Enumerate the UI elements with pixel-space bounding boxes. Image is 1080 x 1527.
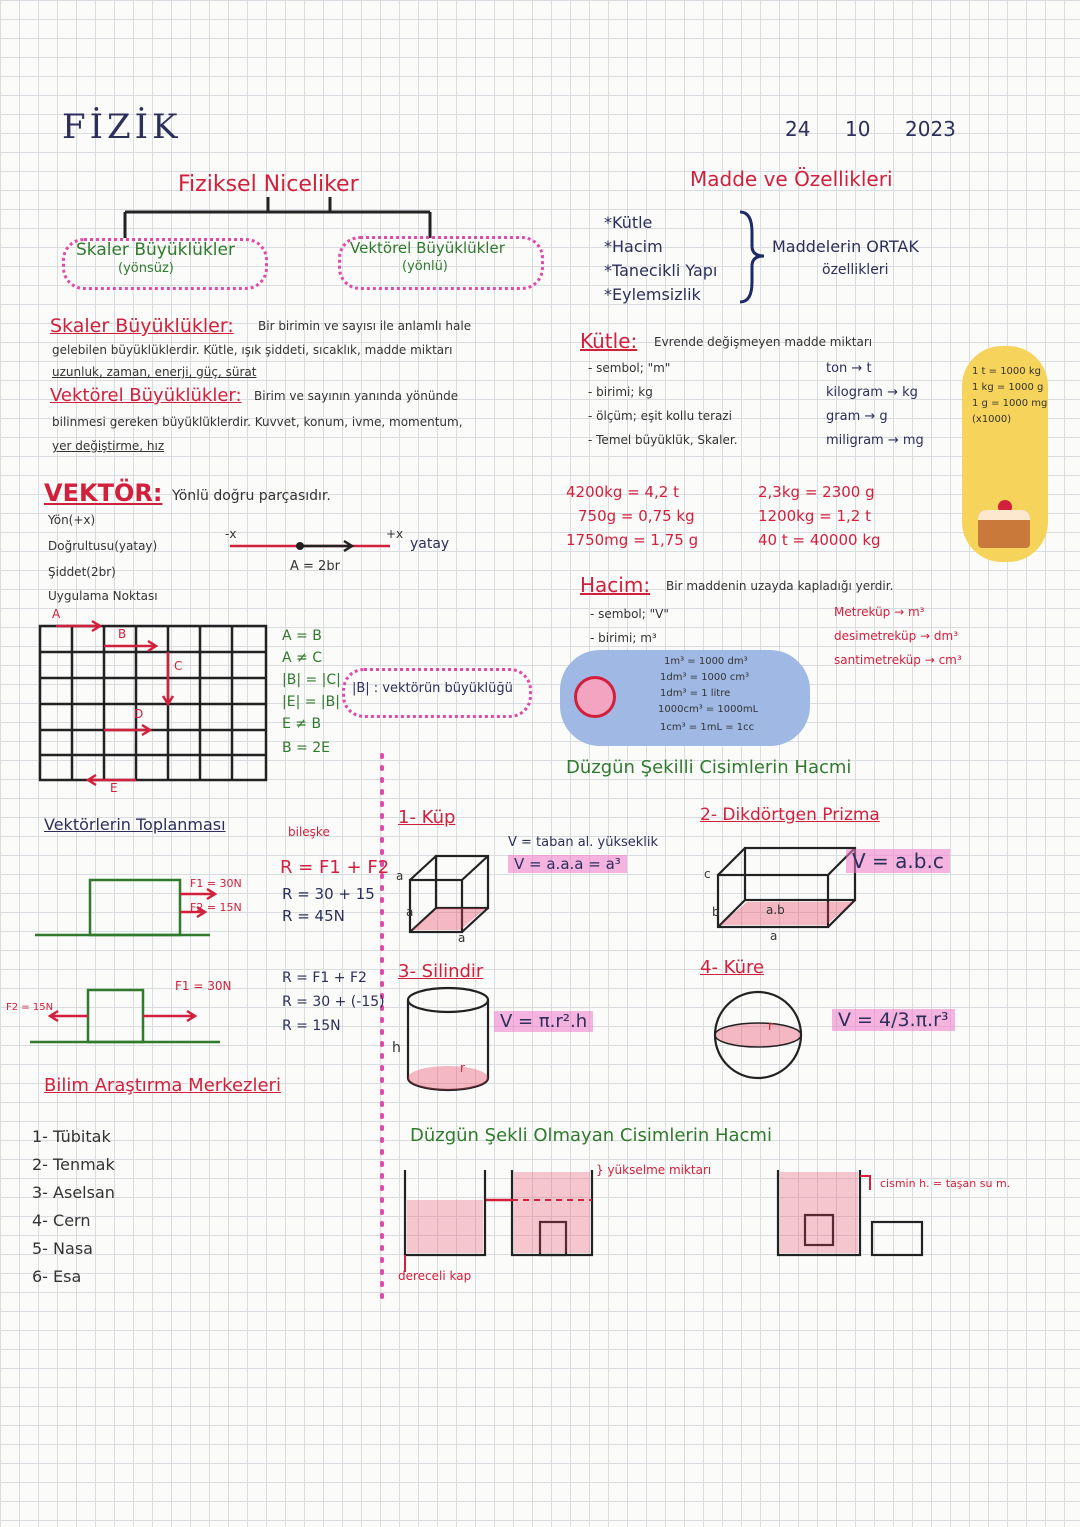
vector-magnitude-label: A = 2br	[290, 559, 340, 574]
sphere-r: r	[768, 1019, 773, 1033]
blue-line-2: 1dm³ = 1000 cm³	[660, 672, 750, 683]
axis-neg: -x	[225, 527, 237, 541]
skaler-box-sub: (yönsüz)	[118, 261, 174, 276]
fiziksel-title: Fiziksel Niceliker	[178, 172, 359, 197]
blue-line-5: 1cm³ = 1mL = 1cc	[660, 722, 755, 733]
kup-formula-2	[508, 856, 627, 873]
duzgun-title: Düzgün Şekilli Cisimlerin Hacmi	[566, 757, 852, 778]
skaler-heading: Skaler Büyüklükler:	[50, 315, 234, 337]
eq1-line-1: R = F1 + F2	[280, 857, 390, 878]
magnitude-note: |B| : vektörün büyüklüğü	[352, 681, 513, 696]
dereceli-label: dereceli kap	[398, 1269, 472, 1283]
f1-label-b: F1 = 30N	[175, 979, 232, 993]
hacim-line-1: - sembol; "V"	[590, 607, 669, 621]
yukselme-label: } yükselme miktarı	[596, 1163, 712, 1177]
eq2-line-2: R = 30 + (-15)	[282, 994, 385, 1010]
kutle-unit-3: gram → g	[826, 409, 888, 424]
silindir-formula	[494, 1012, 593, 1033]
prizma-formula-text: V = a.b.c	[846, 849, 950, 873]
duzensiz-title: Düzgün Şekli Olmayan Cisimlerin Hacmi	[410, 1125, 772, 1146]
grid-label-c: C	[174, 659, 183, 673]
relation-5: E ≠ B	[282, 716, 322, 732]
vektor-prop-3: Şiddet(2br)	[48, 565, 116, 579]
cake-icon	[978, 510, 1030, 548]
conv-right-2: 1200kg = 1,2 t	[758, 507, 871, 525]
prism-side-b: b	[712, 905, 720, 919]
kutle-unit-4: miligram → mg	[826, 433, 924, 448]
grid-label-a: A	[52, 607, 61, 621]
eq2-line-3: R = 15N	[282, 1018, 341, 1034]
madde-item-1: *Kütle	[604, 213, 653, 232]
kutle-unit-2: kilogram → kg	[826, 385, 918, 400]
conv-left-1: 4200kg = 4,2 t	[566, 483, 679, 501]
grid-label-e: E	[110, 781, 118, 795]
vektorel-box-label: Vektörel Büyüklükler	[350, 239, 505, 257]
bilim-item-3: 3- Aselsan	[32, 1183, 115, 1202]
kutle-unit-1: ton → t	[826, 361, 872, 376]
kutle-definition: Evrende değişmeyen madde miktarı	[654, 335, 873, 349]
kutle-line-1: - sembol; "m"	[588, 361, 671, 375]
vektorel-heading: Vektörel Büyüklükler:	[50, 385, 242, 406]
kutle-heading: Kütle:	[580, 329, 638, 353]
date-day: 24	[785, 117, 811, 141]
prism-side-a: a	[770, 929, 778, 943]
cube-side-a-3: a	[458, 931, 466, 945]
relation-3: |B| = |C|	[282, 672, 341, 688]
skaler-text-2: gelebilen büyüklüklerdir. Kütle, ışık şiddeti, sıcaklık, madde miktarı	[52, 343, 453, 357]
madde-item-2: *Hacim	[604, 237, 663, 256]
vektor-prop-1: Yön(+x)	[48, 513, 96, 527]
relation-1: A = B	[282, 628, 322, 644]
kure-formula-text: V = 4/3.π.r³	[832, 1009, 955, 1031]
yellow-line-4: (x1000)	[972, 414, 1012, 425]
cube-side-a-2: a	[406, 905, 414, 919]
blue-line-3: 1dm³ = 1 litre	[660, 688, 731, 699]
bilim-item-1: 1- Tübitak	[32, 1127, 111, 1146]
eq1-line-3: R = 45N	[282, 907, 345, 925]
vektorel-text-3: yer değiştirme, hız	[52, 439, 165, 453]
hacim-definition: Bir maddenin uzayda kapladığı yerdir.	[666, 579, 894, 593]
cube-side-a-1: a	[396, 869, 404, 883]
skaler-box-label: Skaler Büyüklükler	[76, 240, 235, 260]
prizma-label: 2- Dikdörtgen Prizma	[700, 805, 880, 825]
kutle-line-3: - ölçüm; eşit kollu terazi	[588, 409, 733, 423]
ortak-line-2: özellikleri	[822, 262, 889, 278]
bilim-item-5: 5- Nasa	[32, 1239, 93, 1258]
blue-line-1: 1m³ = 1000 dm³	[664, 656, 748, 667]
madde-item-3: *Tanecikli Yapı	[604, 261, 718, 280]
page-title: FİZİK	[62, 107, 182, 147]
relation-4: |E| = |B|	[282, 694, 340, 710]
bilim-item-2: 2- Tenmak	[32, 1155, 115, 1174]
madde-title: Madde ve Özellikleri	[690, 167, 893, 191]
kure-formula	[832, 1010, 955, 1032]
vektorel-text-1: Birim ve sayının yanında yönünde	[254, 389, 459, 403]
conv-left-3: 1750mg = 1,75 g	[566, 531, 699, 549]
prism-base-ab: a.b	[766, 903, 785, 917]
vektor-definition: Yönlü doğru parçasıdır.	[172, 488, 331, 504]
bilim-item-6: 6- Esa	[32, 1267, 82, 1286]
f2-label-b: F2 = 15N	[6, 1002, 54, 1013]
skaler-text-3: uzunluk, zaman, enerji, güç, sürat	[52, 365, 257, 379]
silindir-formula-text: V = π.r².h	[494, 1011, 593, 1032]
conv-right-1: 2,3kg = 2300 g	[758, 483, 875, 501]
yellow-line-2: 1 kg = 1000 g	[972, 382, 1044, 393]
madde-item-4: *Eylemsizlik	[604, 285, 701, 304]
date-month: 10	[845, 117, 871, 141]
hacim-line-2: - birimi; m³	[590, 631, 657, 645]
prizma-formula	[846, 850, 950, 873]
hacim-unit-1: Metreküp → m³	[834, 605, 925, 619]
ortak-line-1: Maddelerin ORTAK	[772, 237, 919, 256]
hacim-heading: Hacim:	[580, 573, 651, 597]
vektor-heading: VEKTÖR:	[44, 479, 163, 507]
bileske-label: bileşke	[288, 825, 330, 839]
blue-line-4: 1000cm³ = 1000mL	[658, 704, 759, 715]
kutle-line-2: - birimi; kg	[588, 385, 653, 399]
date-year: 2023	[905, 117, 956, 141]
f2-label-a: F2 = 15N	[190, 901, 242, 914]
grid-label-b: B	[118, 627, 127, 641]
yellow-line-1: 1 t = 1000 kg	[972, 366, 1041, 377]
silindir-label: 3- Silindir	[398, 961, 484, 982]
kure-label: 4- Küre	[700, 957, 765, 978]
vektor-prop-2: Doğrultusu(yatay)	[48, 539, 158, 553]
conv-left-2: 750g = 0,75 kg	[578, 507, 695, 525]
kup-label: 1- Küp	[398, 807, 456, 828]
yellow-line-3: 1 g = 1000 mg	[972, 398, 1048, 409]
bilim-item-4: 4- Cern	[32, 1211, 91, 1230]
relation-2: A ≠ C	[282, 650, 322, 666]
cylinder-r: r	[460, 1061, 465, 1075]
axis-pos: +x	[386, 527, 404, 541]
relation-6: B = 2E	[282, 740, 330, 756]
axis-label: yatay	[410, 536, 450, 552]
skaler-text-1: Bir birimin ve sayısı ile anlamlı hale	[258, 319, 472, 333]
vektorel-text-2: bilinmesi gereken büyüklüklerdir. Kuvvet, konum, ivme, momentum,	[52, 415, 463, 429]
hacim-unit-2: desimetreküp → dm³	[834, 629, 959, 643]
eq1-line-2: R = 30 + 15	[282, 885, 375, 903]
vektorel-box-sub: (yönlü)	[402, 259, 448, 274]
candy-icon	[574, 676, 616, 718]
conv-right-3: 40 t = 40000 kg	[758, 531, 881, 549]
kutle-line-4: - Temel büyüklük, Skaler.	[588, 433, 738, 447]
eq2-line-1: R = F1 + F2	[282, 970, 367, 986]
toplama-title: Vektörlerin Toplanması	[44, 815, 226, 834]
bilim-title: Bilim Araştırma Merkezleri	[44, 1075, 281, 1096]
vektor-prop-4: Uygulama Noktası	[48, 589, 158, 603]
kup-formula-2-text: V = a.a.a = a³	[508, 855, 627, 873]
prism-side-c: c	[704, 867, 711, 881]
cismin-label: cismin h. = taşan su m.	[880, 1177, 1011, 1190]
kup-formula-1: V = taban al. yükseklik	[508, 835, 659, 850]
grid-label-d: D	[134, 707, 144, 721]
f1-label-a: F1 = 30N	[190, 877, 242, 890]
hacim-unit-3: santimetreküp → cm³	[834, 653, 962, 667]
cylinder-h: h	[392, 1040, 401, 1056]
